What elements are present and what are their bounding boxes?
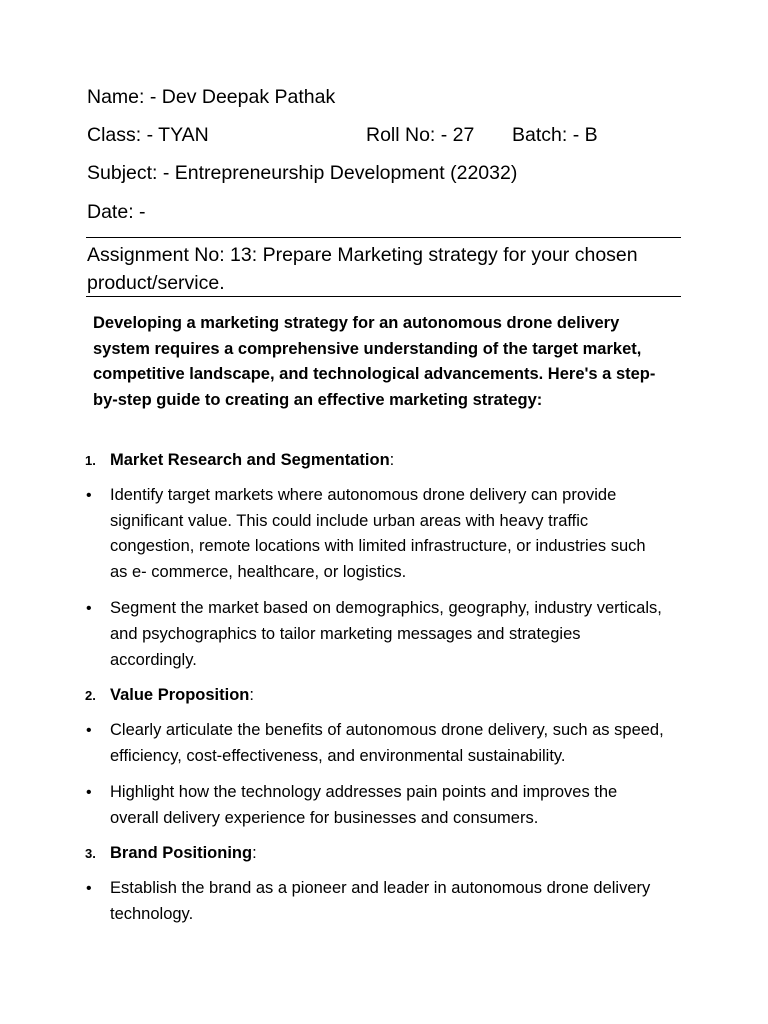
bullet-icon: • (86, 722, 92, 740)
bullet-icon: • (86, 783, 92, 801)
strategy-content (0, 448, 768, 938)
bullet-item (0, 780, 768, 832)
bullet-icon: • (86, 486, 92, 504)
numbered-section (0, 841, 768, 867)
bullet-text: Segment the market based on demographics, geography, industry verticals, and psychographics to tailor marketing messages and strategies accordingly. (110, 598, 662, 669)
section-heading-line (110, 683, 665, 709)
class-label: Class: - TYAN (87, 124, 209, 146)
numbered-section (0, 448, 768, 474)
bullet-item (0, 876, 768, 928)
intro-paragraph: Developing a marketing strategy for an autonomous drone delivery system requires a comprehensive understanding of the target market, competitive landscape, and technological advancements. Here's a step-by-step guide to creating an effective marketing strategy: (93, 314, 656, 409)
divider-bottom (86, 296, 681, 297)
date-line: Date: - (87, 201, 146, 223)
bullet-item (0, 718, 768, 770)
bullet-text: Establish the brand as a pioneer and leader in autonomous drone delivery technology. (110, 879, 651, 923)
bullet-item (0, 596, 768, 673)
section-heading-line (110, 841, 665, 867)
subject-line: Subject: - Entrepreneurship Development (22032) (87, 162, 518, 184)
section-number: 3. (85, 846, 96, 862)
divider-top (86, 237, 681, 238)
batch-label: Batch: - B (512, 124, 598, 146)
section-heading-suffix: : (249, 686, 254, 705)
section-number: 2. (85, 688, 96, 704)
section-heading: Market Research and Segmentation (110, 451, 390, 469)
student-name: Name: - Dev Deepak Pathak (87, 86, 336, 108)
class-roll-batch-line (87, 123, 647, 147)
section-heading-suffix: : (389, 451, 395, 469)
numbered-section (0, 683, 768, 709)
roll-number: Roll No: - 27 (366, 124, 475, 146)
bullet-text: Identify target markets where autonomous drone delivery can provide significant value. This could include urban areas with heavy traffic congestion, remote locations with limited infrastructure, or industries such as e- commerce, healthcare, or logistics. (110, 485, 646, 582)
bullet-item (0, 483, 768, 586)
assignment-title: Assignment No: 13: Prepare Marketing strategy for your chosen product/service. (87, 244, 638, 294)
section-heading: Brand Positioning (110, 844, 253, 863)
bullet-text: Clearly articulate the benefits of autonomous drone delivery, such as speed, efficiency, cost-effectiveness, and environmental sustainability. (110, 721, 664, 765)
bullet-icon: • (86, 880, 92, 898)
bullet-text: Highlight how the technology addresses pain points and improves the overall delivery experience for businesses and consumers. (110, 782, 618, 827)
bullet-icon: • (86, 599, 92, 617)
section-heading-suffix: : (252, 844, 257, 863)
section-heading-line (110, 448, 665, 474)
section-number: 1. (85, 453, 96, 468)
section-heading: Value Proposition (110, 686, 250, 705)
